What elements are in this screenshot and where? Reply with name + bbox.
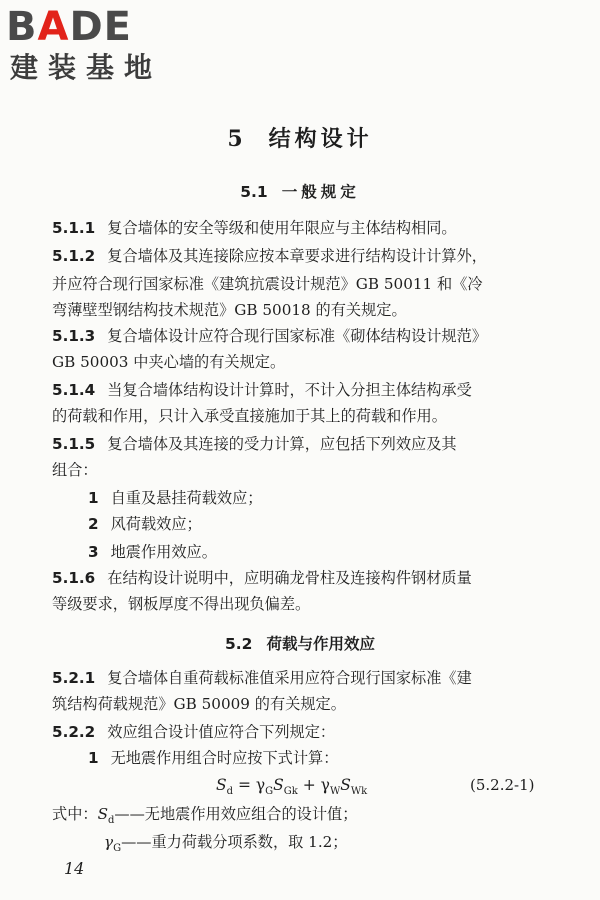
clause-5-1-2: 5.1.2 复合墙体及其连接除应按本章要求进行结构设计计算外，: [52, 247, 487, 265]
clause-5-1-4: 5.1.4 当复合墙体结构设计计算时，不计入分担主体结构承受: [52, 381, 472, 399]
equation-number: (5.2.2-1): [470, 776, 535, 794]
formula: $S_d = \gamma_GS_{Gk} + \gamma_WS_{Wk}$: [216, 776, 368, 798]
chapter-title: 5 结构设计: [227, 126, 373, 152]
logo-subtitle: 建装基地: [10, 51, 163, 84]
clause-line: 的荷载和作用，只计入承受直接施加于其上的荷载和作用。: [52, 407, 447, 425]
list-item: 1 无地震作用组合时应按下式计算：: [88, 749, 339, 767]
list-item: 1 自重及悬挂荷载效应；: [88, 489, 263, 507]
where-line-1: 式中：$S_d——$无地震作用效应组合的设计值；: [52, 805, 358, 827]
clause-line: 并应符合现行国家标准《建筑抗震设计规范》GB 50011 和《冷: [52, 275, 483, 293]
clause-line: 弯薄壁型钢结构技术规范》GB 50018 的有关规定。: [52, 301, 407, 319]
section-heading-5-2: 5.2 荷载与作用效应: [225, 635, 375, 653]
clause-line: 筑结构荷载规范》GB 50009 的有关规定。: [52, 695, 346, 713]
clause-5-1-1: 5.1.1 复合墙体的安全等级和使用年限应与主体结构相同。: [52, 219, 457, 237]
clause-5-1-6: 5.1.6 在结构设计说明中，应明确龙骨柱及连接构件钢材质量: [52, 569, 472, 587]
clause-5-2-1: 5.2.1 复合墙体自重荷载标准值采用应符合现行国家标准《建: [52, 669, 472, 687]
clause-5-2-2: 5.2.2 效应组合设计值应符合下列规定：: [52, 723, 336, 741]
clause-line: 等级要求，钢板厚度不得出现负偏差。: [52, 595, 311, 613]
clause-5-1-5: 5.1.5 复合墙体及其连接的受力计算，应包括下列效应及其: [52, 435, 457, 453]
page-number: 14: [64, 859, 85, 878]
clause-line: 组合：: [52, 461, 98, 479]
clause-line: GB 50003 中夹心墙的有关规定。: [52, 353, 286, 371]
list-item: 2 风荷载效应；: [88, 515, 202, 533]
logo-wordmark: BADE: [6, 4, 132, 50]
where-line-2: $\gamma_G——$重力荷载分项系数，取 1.2；: [104, 833, 348, 855]
brand-logo: [6, 4, 181, 86]
clause-5-1-3: 5.1.3 复合墙体设计应符合现行国家标准《砌体结构设计规范》: [52, 327, 487, 345]
section-heading-5-1: 5.1 一般规定: [240, 183, 360, 201]
list-item: 3 地震作用效应。: [88, 543, 217, 561]
